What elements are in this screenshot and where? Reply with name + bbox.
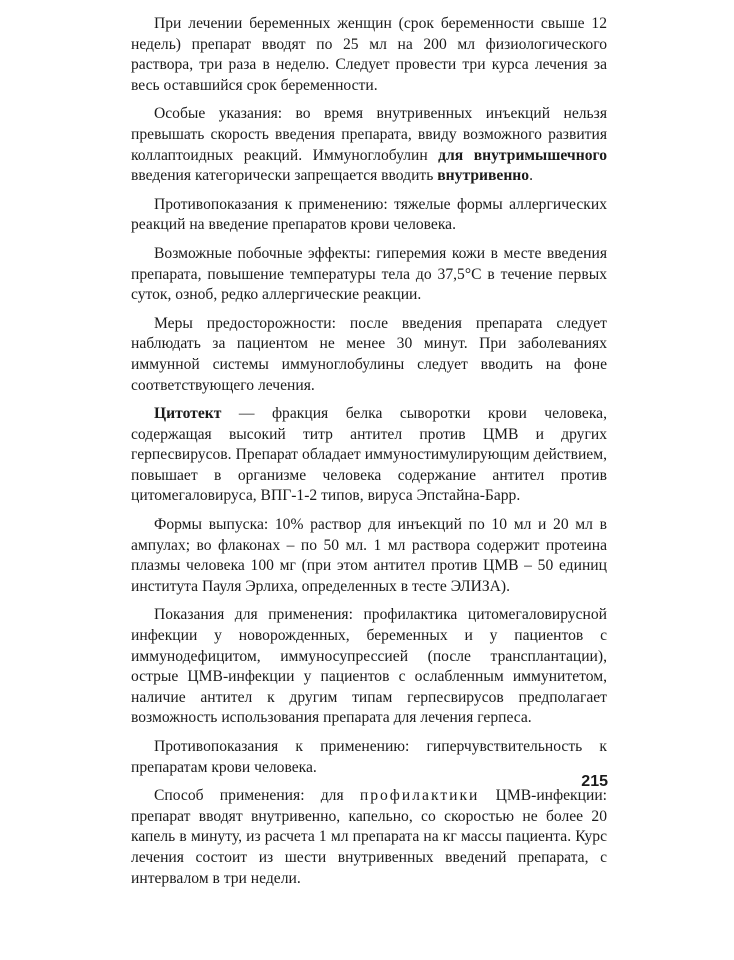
- paragraph-contraindications: Противопоказания к применению: тяжелые формы аллергических реакций на введение препаратов крови человека.: [131, 195, 607, 234]
- emphasis-intramuscular: для внутримышечного: [438, 146, 607, 164]
- administration-text-2: ЦМВ-инфекции: препарат вводят внутривенно, капельно, со скоростью не более 20 капель в минуту, из расчета 1 мл препарата на кг массы пациента. Курс лечения состоит из шести внутривенных введений препарата, с интервалом в три недели.: [131, 787, 608, 887]
- drug-name-cytotect: Цитотект: [154, 405, 222, 423]
- paragraph-side-effects: Возможные побочные эффекты: гиперемия кожи в месте введения препарата, повышение температуры тела до 37,5°С в течение первых суток, озноб, редко аллергические реакции.: [131, 244, 607, 304]
- administration-text: Способ применения: для: [154, 787, 360, 805]
- paragraph-administration: [131, 786, 607, 889]
- paragraph-cytotect: [131, 404, 607, 507]
- paragraph-pregnancy-dosage: При лечении беременных женщин (срок беременности свыше 12 недель) препарат вводят по 25 мл на 200 мл физиологического раствора, три раза в неделю. Следует провести три курса лечения за весь оставшийся срок беременности.: [131, 15, 607, 94]
- paragraph-indications: Показания для применения: профилактика цитомегаловирусной инфекции у новорожденных, беременных и у пациентов с иммунодефицитом, иммуносупрессией (после трансплантации), острые ЦМВ-инфекции у пациентов с ослабленным иммунитетом, наличие антител к другим типам герпесвирусов предполагает возможность использования препарата для лечения герпеса.: [131, 606, 607, 727]
- special-instructions-text: Особые указания: во время внутривенных инъекций нельзя превышать скорость введения препарата, ввиду возможного развития коллаптоидных реакций. Иммуноглобулин: [131, 105, 607, 164]
- cytotect-description: — фракция белка сыворотки крови человека, содержащая высокий титр антител против ЦМВ и других герпесвирусов. Препарат обладает иммуностимулирующим действием, повышает в организме человека содержание антител против цитомегаловируса, ВПГ-1-2 типов, вируса Эпстайна-Барр.: [131, 405, 607, 505]
- special-instructions-text-2: введения категорически запрещается вводить: [131, 167, 438, 185]
- paragraph-precautions: Меры предосторожности: после введения препарата следует наблюдать за пациентом не менее 30 минут. При заболеваниях иммунной системы иммуноглобулины следует вводить на фоне соответствующего лечения.: [131, 314, 607, 394]
- emphasis-intravenous: внутривенно: [437, 167, 530, 185]
- emphasis-prophylaxis: профилактики: [359, 787, 480, 805]
- paragraph-release-forms: Формы выпуска: 10% раствор для инъекций по 10 мл и 20 мл в ампулах; во флаконах – по 50 мл. 1 мл раствора содержит протеина плазмы человека 100 мг (при этом антител против ЦМВ – 50 единиц института Пауля Эрлиха, определенных в тесте ЭЛИЗА).: [131, 516, 607, 595]
- page-text: [131, 14, 607, 897]
- paragraph-special-instructions: [131, 104, 607, 186]
- paragraph-contraindications-2: Противопоказания к применению: гиперчувствительность к препаратам крови человека.: [131, 738, 607, 776]
- page-number: 215: [581, 773, 608, 790]
- special-instructions-end: .: [529, 167, 533, 185]
